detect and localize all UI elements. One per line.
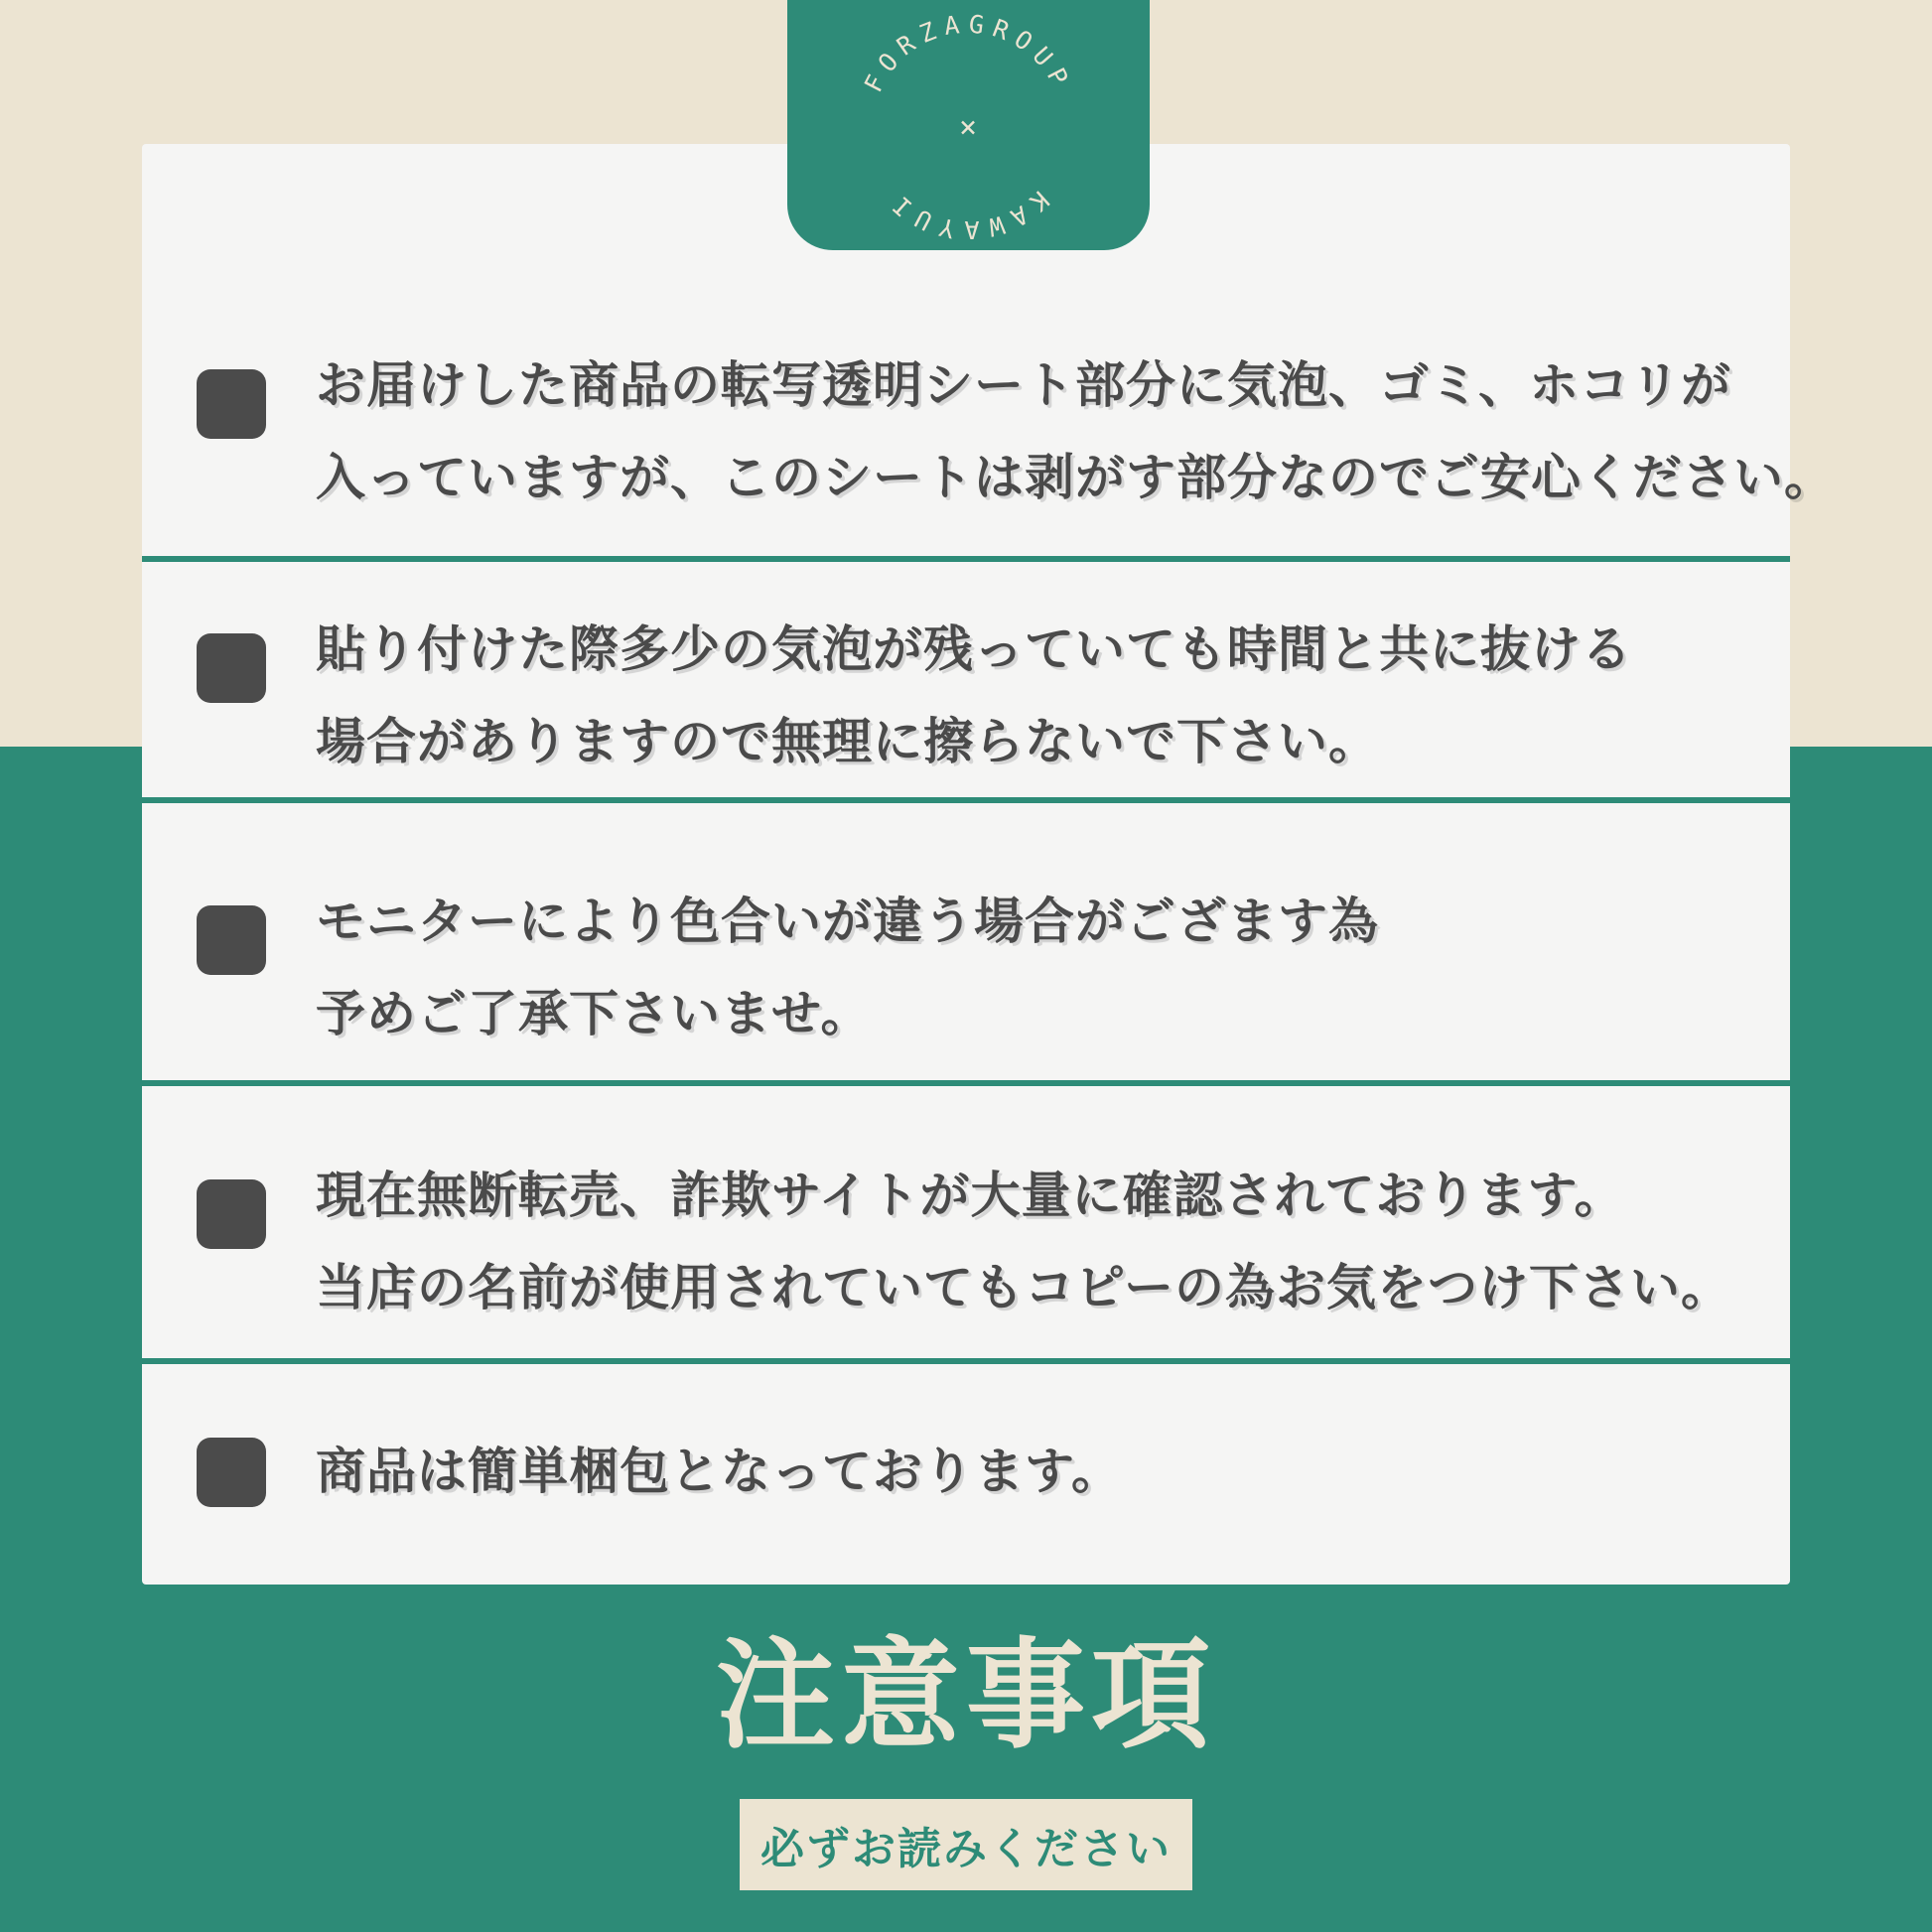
notice-line: 現在無断転売、詐欺サイトが大量に確認されております。 [316,1168,1625,1223]
brand-circular-logo [787,0,1150,250]
notice-item-5 [197,1426,1122,1518]
notice-line: お届けした商品の転写透明シート部分に気泡、ゴミ、ホコリが [316,357,1731,413]
brand-arc-bottom-text: KAWAYUI [881,185,1055,244]
notice-item-text [316,340,1835,524]
notice-line: 当店の名前が使用されていてもコピーの為お気をつけ下さい。 [316,1260,1731,1315]
notice-item-text [316,876,1379,1060]
notice-line: モニターにより色合いが違う場合がござます為 [316,894,1379,949]
notice-line: 予めご了承下さいませ。 [316,986,872,1041]
section-divider [142,1358,1790,1364]
notice-line: 商品は簡単梱包となっております。 [316,1444,1122,1499]
checkbox-icon [197,633,266,703]
must-read-banner [740,1799,1192,1890]
notice-item-text [316,1150,1731,1334]
brand-cross-icon: × [958,110,978,145]
notice-line: 場合がありますので無理に擦らないで下さい。 [316,714,1379,769]
checkbox-icon [197,1179,266,1249]
notice-item-text [316,604,1632,788]
checkbox-icon [197,905,266,975]
section-divider [142,1080,1790,1086]
notice-item-3 [197,876,1379,1060]
notice-line: 貼り付けた際多少の気泡が残っていても時間と共に抜ける [316,621,1632,677]
page-title: 注意事項 [716,1629,1216,1762]
notice-item-2 [197,604,1632,788]
notice-item-4 [197,1150,1731,1334]
checkbox-icon [197,369,266,439]
section-divider [142,556,1790,562]
notice-item-1 [197,340,1835,524]
checkbox-icon [197,1438,266,1507]
brand-arc-top-text: FORZAGROUP [858,9,1078,97]
must-read-label: 必ずお読みください [760,1825,1172,1873]
notice-item-text [316,1426,1122,1518]
section-divider [142,797,1790,803]
brand-badge [787,0,1150,250]
notice-line: 入っていますが、このシートは剥がす部分なのでご安心ください。 [316,450,1835,505]
